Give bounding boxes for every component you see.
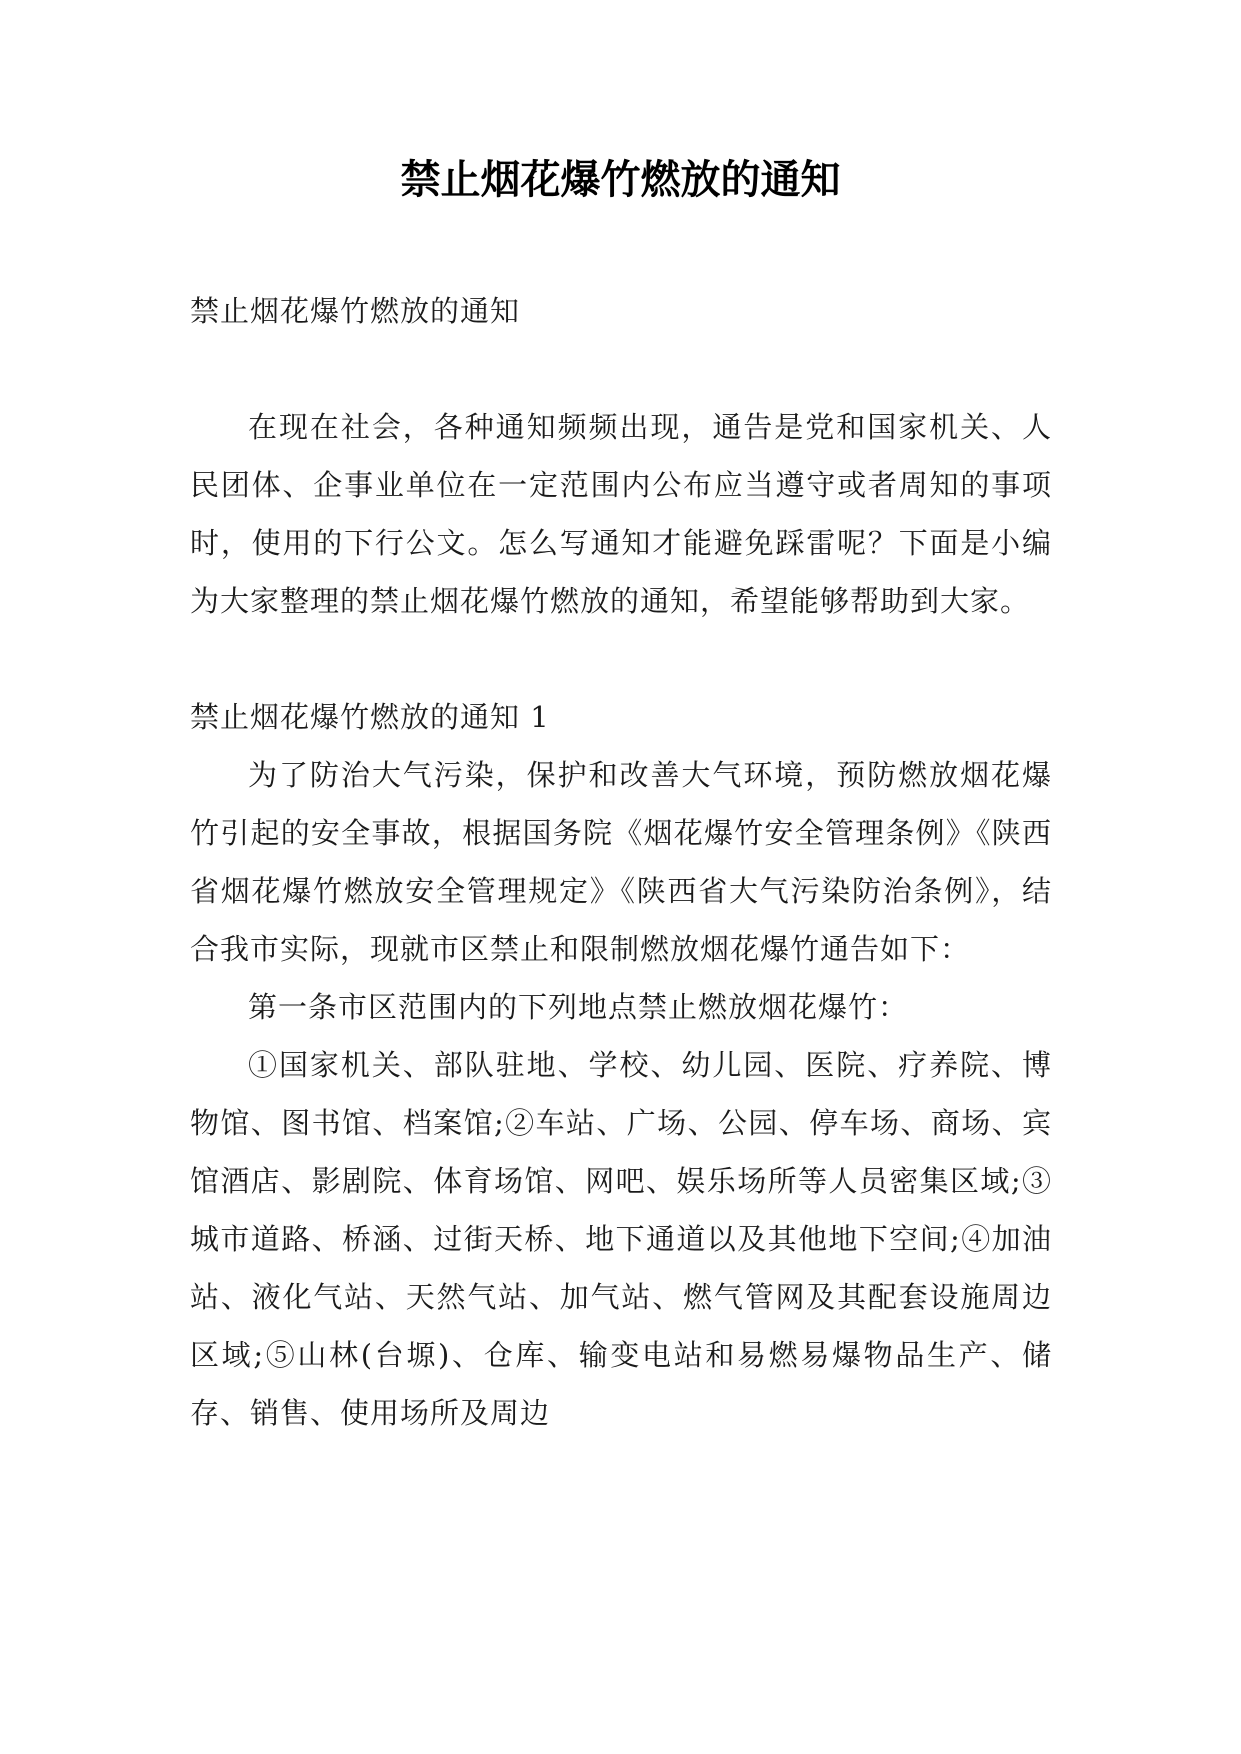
body-paragraph-2: 第一条市区范围内的下列地点禁止燃放烟花爆竹：: [248, 990, 909, 1024]
section-heading: 禁止烟花爆竹燃放的通知 1: [190, 700, 550, 734]
document-body: [190, 282, 1052, 1442]
body-paragraph-1: 为了防治大气污染，保护和改善大气环境，预防燃放烟花爆竹引起的安全事故，根据国务院《烟花爆竹安全管理条例》《陕西省烟花爆竹燃放安全管理规定》《陕西省大气污染防治条例》，结合我市实际，现就市区禁止和限制燃放烟花爆竹通告如下：: [190, 758, 1052, 966]
document-subtitle: 禁止烟花爆竹燃放的通知: [190, 294, 521, 328]
intro-paragraph: 在现在社会，各种通知频频出现，通告是党和国家机关、人民团体、企事业单位在一定范围内公布应当遵守或者周知的事项时，使用的下行公文。怎么写通知才能避免踩雷呢？下面是小编为大家整理的禁止烟花爆竹燃放的通知，希望能够帮助到大家。: [190, 410, 1052, 618]
document-title: 禁止烟花爆竹燃放的通知: [400, 157, 841, 203]
body-paragraph-3: ①国家机关、部队驻地、学校、幼儿园、医院、疗养院、博物馆、图书馆、档案馆;②车站、广场、公园、停车场、商场、宾馆酒店、影剧院、体育场馆、网吧、娱乐场所等人员密集区域;③城市道路、桥涵、过街天桥、地下通道以及其他地下空间;④加油站、液化气站、天然气站、加气站、燃气管网及其配套设施周边区域;⑤山林(台塬)、仓库、输变电站和易燃易爆物品生产、储存、销售、使用场所及周边: [190, 1048, 1052, 1430]
